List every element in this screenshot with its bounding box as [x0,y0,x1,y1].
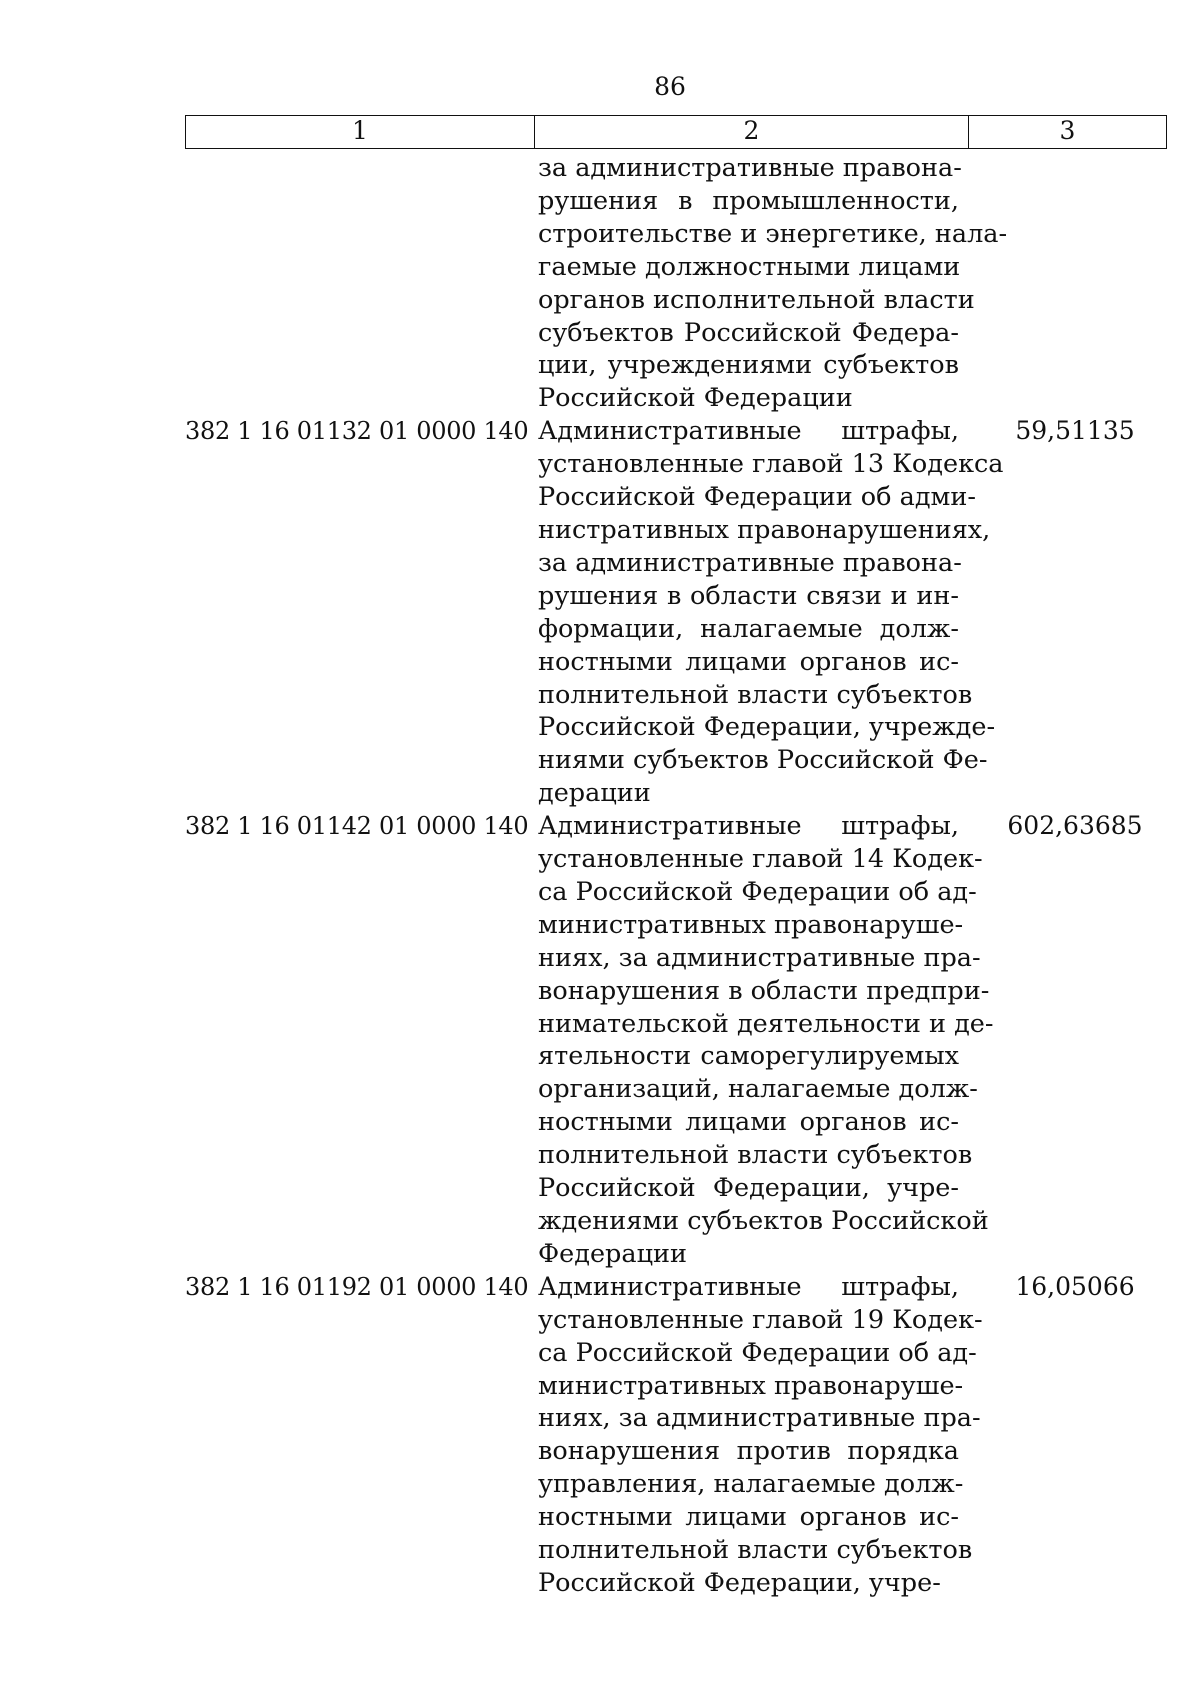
description-cell [534,810,994,1271]
page-number [0,72,1200,102]
description-line: установленные главой 13 Кодекса [538,449,1004,480]
description-line: формации, налагаемые долж- [538,613,959,644]
description-line: нистративных правонарушениях, [538,514,991,545]
table-row [185,1271,1167,1600]
budget-code-cell [185,152,534,415]
description-line: органов исполнительной власти [538,284,975,315]
description-line: Административные штрафы, [538,1271,959,1302]
description-line: за административные правона- [538,153,962,183]
description-line: установленные главой 14 Кодек- [538,844,983,875]
table-row [185,810,1167,1271]
description-line: Российской Федерации, учре- [538,1173,959,1204]
header-column-1: 1 [186,116,535,148]
description-line: управления, налагаемые долж- [538,1469,964,1500]
table-row [185,415,1167,810]
description-line: Российской Федерации об адми- [538,482,976,513]
amount-cell [959,152,1167,415]
description-line: Российской Федерации, учре- [538,1567,941,1598]
description-line: рушения в области связи и ин- [538,580,959,611]
description-line: организаций, налагаемые долж- [538,1074,978,1105]
amount-cell: 59,51135 [1015,416,1135,446]
header-column-2: 2 [535,116,969,148]
description-line: Административные штрафы, [538,811,959,842]
description-cell [534,415,1004,810]
description-line: полнительной власти субъектов [538,1535,973,1566]
table-header-row [185,115,1167,149]
description-line: гаемые должностными лицами [538,251,961,282]
description-line: за административные правона- [538,547,962,578]
description-line: ностными лицами органов ис- [538,1502,959,1533]
description-line: Российской Федерации, учрежде- [538,712,996,743]
description-line: ятельности саморегулируемых [538,1041,959,1072]
description-line: ниях, за административные пра- [538,1403,981,1434]
description-cell [534,152,1008,415]
description-line: ции, учреждениями субъектов [538,350,959,381]
description-line: Федерации [538,1238,687,1269]
description-line: строительстве и энергетике, нала- [538,218,1008,249]
description-line: установленные главой 19 Кодек- [538,1304,983,1335]
amount-cell: 16,05066 [1015,1271,1135,1301]
header-column-3: 3 [1059,116,1076,145]
description-cell [534,1271,983,1600]
description-line: Административные штрафы, [538,416,959,447]
description-line: полнительной власти субъектов [538,1140,973,1171]
budget-code-cell: 382 1 16 01142 01 0000 140 [185,812,529,841]
table-row [185,152,1167,415]
description-line: ностными лицами органов ис- [538,1107,959,1138]
description-line: вонарушения против порядка [538,1436,959,1467]
description-line: ниями субъектов Российской Фе- [538,745,988,776]
page-number-text: 86 [654,72,686,101]
description-line: нимательской деятельности и де- [538,1008,994,1039]
description-line: министративных правонаруше- [538,1370,964,1401]
amount-cell: 602,63685 [1007,811,1143,841]
description-line: ниях, за административные пра- [538,942,981,973]
description-line: дерации [538,778,651,809]
description-line: са Российской Федерации об ад- [538,1337,977,1368]
description-line: са Российской Федерации об ад- [538,876,977,907]
description-line: полнительной власти субъектов [538,679,973,710]
description-line: министративных правонаруше- [538,909,964,940]
description-line: субъектов Российской Федера- [538,317,959,348]
description-line: ностными лицами органов ис- [538,646,959,677]
description-line: вонарушения в области предпри- [538,975,990,1006]
description-line: рушения в промышленности, [538,185,959,216]
table-body [185,152,1167,1600]
budget-code-cell: 382 1 16 01132 01 0000 140 [185,417,529,446]
description-line: Российской Федерации [538,383,853,414]
budget-code-cell: 382 1 16 01192 01 0000 140 [185,1272,529,1301]
description-line: ждениями субъектов Российской [538,1206,989,1236]
